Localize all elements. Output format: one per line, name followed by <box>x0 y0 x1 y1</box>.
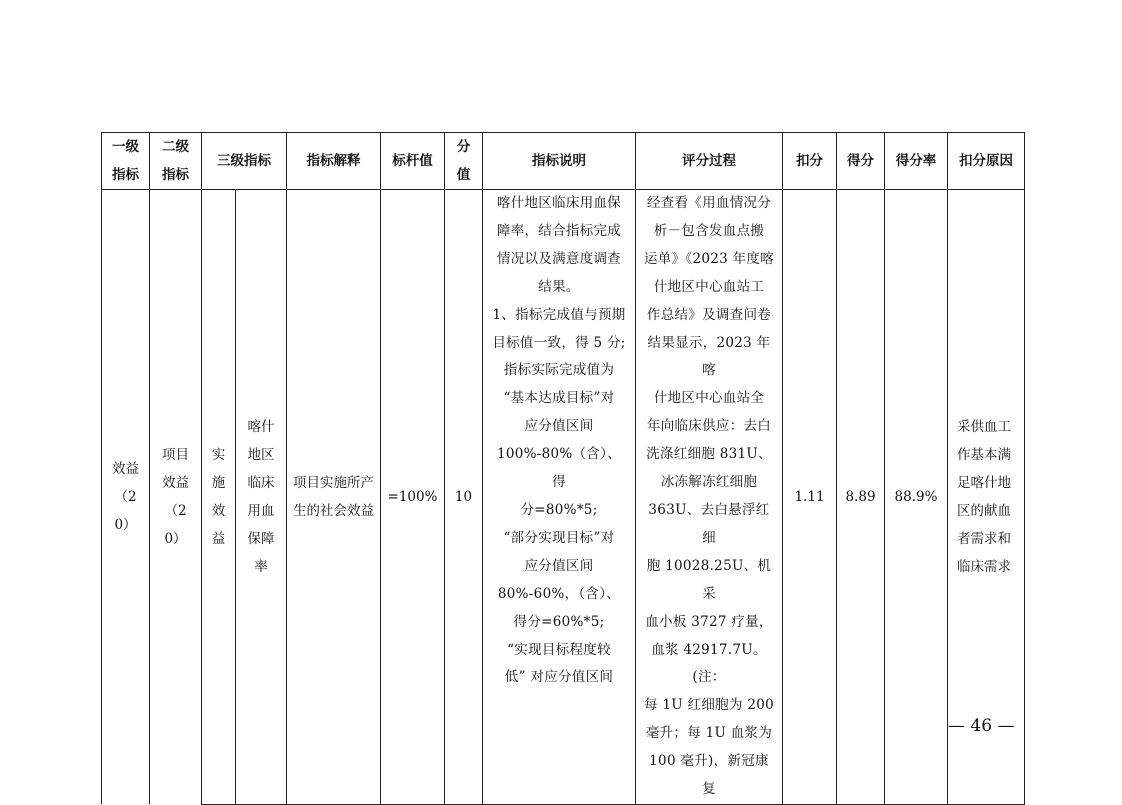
cell-deduction: 1.11 <box>783 190 837 805</box>
performance-table <box>101 132 1025 805</box>
table-row <box>102 190 1025 805</box>
header-deduction-reason: 扣分原因 <box>948 133 1025 190</box>
header-level2: 二级指标 <box>150 133 202 190</box>
cell-deduction-reason: 采供血工作基本满足喀什地区的献血者需求和临床需求 <box>948 190 1025 805</box>
cell-benchmark: =100% <box>381 190 445 805</box>
header-row <box>102 133 1025 190</box>
header-score-rate: 得分率 <box>885 133 948 190</box>
header-deduction: 扣分 <box>783 133 837 190</box>
cell-score-value: 10 <box>445 190 483 805</box>
cell-level3a: 实施效益 <box>202 190 236 805</box>
cell-level3b: 喀什地区临床用血保障率 <box>236 190 287 805</box>
header-level3: 三级指标 <box>202 133 287 190</box>
cell-scoring-process: 经查看《用血情况分 析－包含发血点搬 运单》《2023 年度喀 什地区中心血站工 作总结》及调查问卷 结果显示，2023 年喀 什地区中心血站全 年向临床供应：去白 洗涤红细胞 831U、 冰冻解冻红细胞 363U、去白悬浮红细 胞 10028.25U、机采 血小板 3727 疗量， 血浆 42917.7U。(注： 每 1U 红细胞为 200 毫升；每 1U 血浆为 100 毫升)，新冠康复 <box>636 190 783 805</box>
header-level1: 一级指标 <box>102 133 150 190</box>
header-benchmark: 标杆值 <box>381 133 445 190</box>
header-score: 得分 <box>837 133 885 190</box>
header-explanation: 指标解释 <box>287 133 381 190</box>
cell-level2: 项目效益（20） <box>150 190 202 805</box>
header-score-value: 分值 <box>445 133 483 190</box>
page-number: — 46 — <box>948 716 1015 736</box>
cell-level1: 效益（20） <box>102 190 150 805</box>
cell-indicator-desc: 喀什地区临床用血保 障率，结合指标完成 情况以及满意度调查 结果。 1、指标完成值与预期 目标值一致，得 5 分; 指标实际完成值为 “基本达成目标”对 应分值区间 100%-80%（含）、得 分=80%*5; “部分实现目标”对 应分值区间 80%-60%，（含）、 得分=60%*5; “实现目标程度较 低” 对应分值区间 <box>483 190 636 805</box>
cell-score-rate: 88.9% <box>885 190 948 805</box>
cell-score: 8.89 <box>837 190 885 805</box>
header-indicator-desc: 指标说明 <box>483 133 636 190</box>
cell-explanation: 项目实施所产生的社会效益 <box>287 190 381 805</box>
header-scoring-process: 评分过程 <box>636 133 783 190</box>
